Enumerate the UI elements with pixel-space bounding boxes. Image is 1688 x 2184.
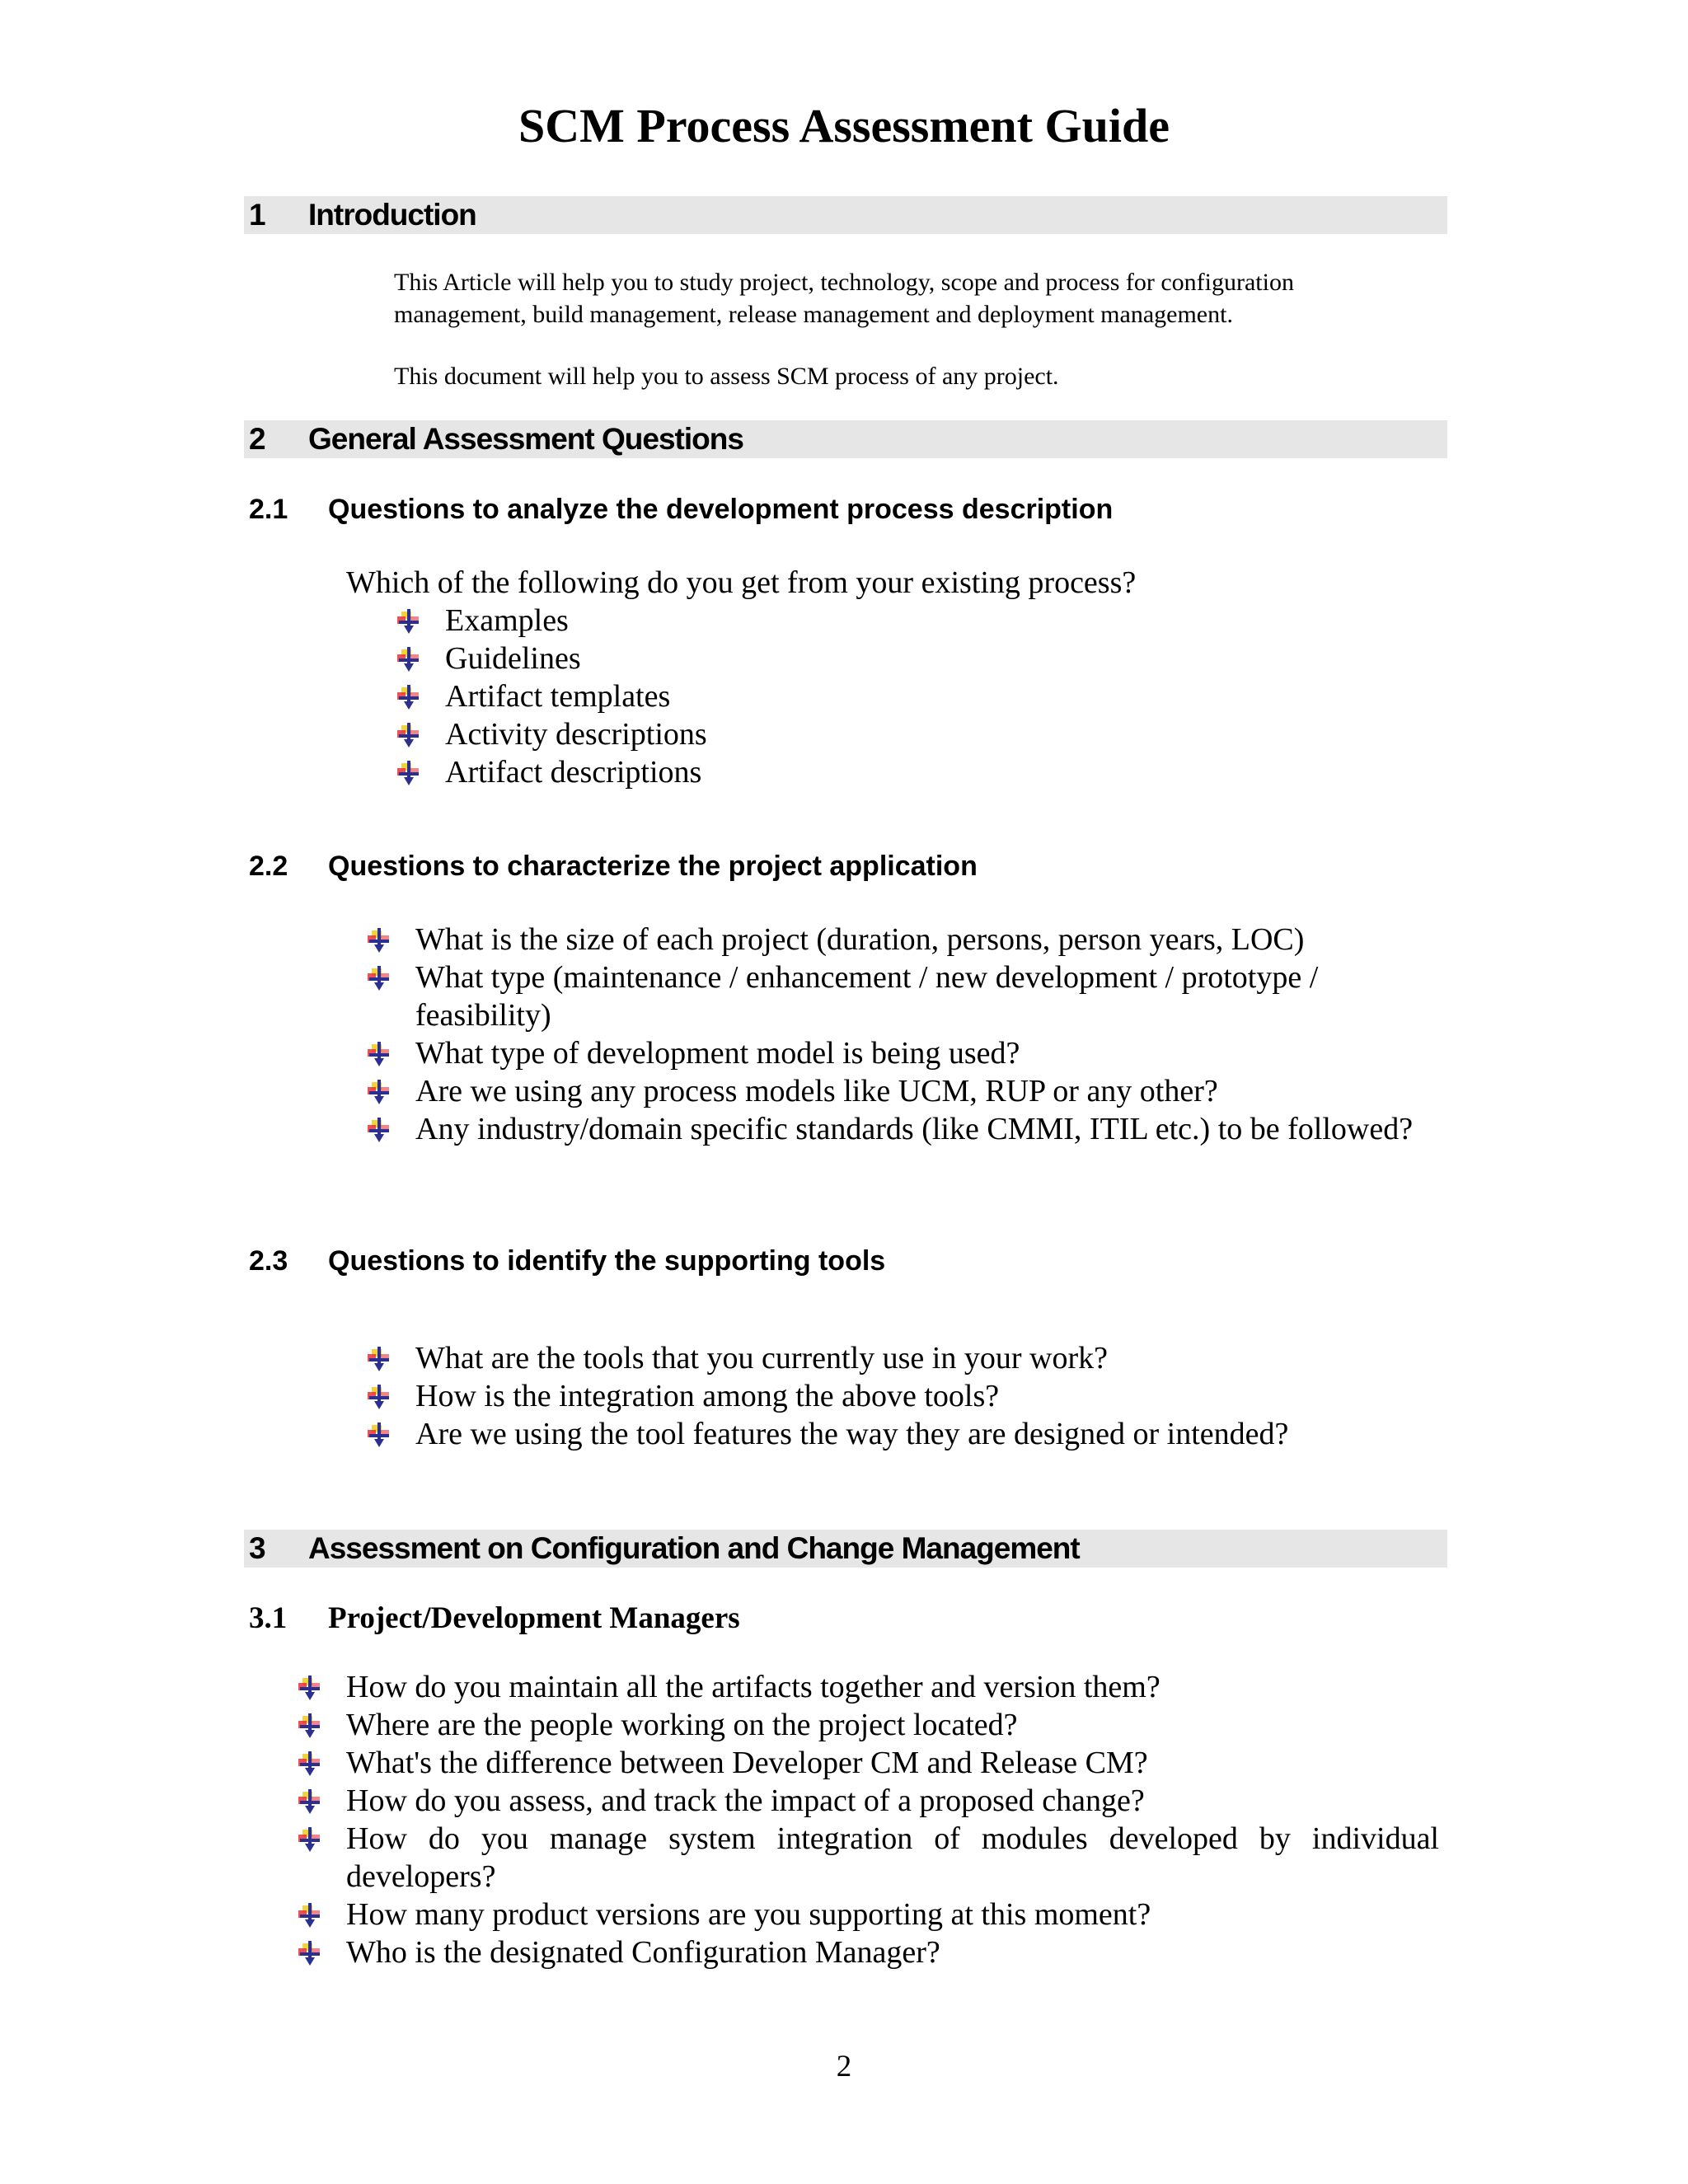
- list-item: How do you manage system integration of modules developed by individual developers?: [297, 1820, 1439, 1896]
- list-item: What type of development model is being used?: [366, 1034, 1429, 1072]
- section-title: General Assessment Questions: [308, 422, 743, 456]
- arrow-down-bullet-icon: [366, 1118, 392, 1142]
- list-item: How is the integration among the above tools?: [366, 1377, 1429, 1415]
- subsection-2-2-number: 2.2: [249, 851, 288, 882]
- arrow-down-bullet-icon: [297, 1903, 323, 1928]
- subsection-2-3-title: Questions to identify the supporting tools: [328, 1245, 886, 1277]
- subsection-2-3-number: 2.3: [249, 1245, 288, 1277]
- process-items-list: [396, 602, 1434, 791]
- arrow-down-bullet-icon: [366, 1385, 392, 1409]
- arrow-down-bullet-icon: [366, 1347, 392, 1371]
- arrow-down-bullet-icon: [297, 1941, 323, 1966]
- tools-questions-list: [366, 1339, 1429, 1453]
- list-item: How do you maintain all the artifacts together and version them?: [297, 1668, 1439, 1706]
- list-item: Guidelines: [396, 640, 1434, 677]
- arrow-down-bullet-icon: [366, 1422, 392, 1447]
- list-item: Are we using the tool features the way they are designed or intended?: [366, 1415, 1429, 1453]
- list-item: What type (maintenance / enhancement / new development / prototype / feasibility): [366, 958, 1429, 1034]
- section-number: 1: [249, 198, 265, 232]
- list-item: What's the difference between Developer CM and Release CM?: [297, 1744, 1439, 1782]
- document-title: SCM Process Assessment Guide: [518, 99, 1170, 152]
- arrow-down-bullet-icon: [297, 1789, 323, 1814]
- section-2-heading: [244, 420, 1447, 458]
- list-item: Examples: [396, 602, 1434, 640]
- list-item: Any industry/domain specific standards (like CMMI, ITIL etc.) to be followed?: [366, 1110, 1429, 1148]
- arrow-down-bullet-icon: [396, 647, 422, 672]
- page-number: 2: [836, 2050, 852, 2083]
- list-item: How do you assess, and track the impact of a proposed change?: [297, 1782, 1439, 1820]
- list-item: Artifact descriptions: [396, 753, 1434, 791]
- arrow-down-bullet-icon: [396, 761, 422, 785]
- manager-questions-list: [297, 1668, 1439, 1971]
- section-title: Introduction: [308, 198, 476, 232]
- arrow-down-bullet-icon: [366, 966, 392, 991]
- intro-paragraph-1: This Article will help you to study project, technology, scope and process for configuration management, build management, release management and deployment management.: [394, 269, 1294, 328]
- arrow-down-bullet-icon: [366, 1042, 392, 1066]
- section-1-heading: [244, 196, 1447, 234]
- subsection-2-1-title: Questions to analyze the development process description: [328, 494, 1114, 525]
- arrow-down-bullet-icon: [396, 723, 422, 748]
- project-questions-list: [366, 921, 1429, 1148]
- section-title: Assessment on Configuration and Change Management: [308, 1531, 1080, 1565]
- subsection-3-1-title: Project/Development Managers: [328, 1601, 740, 1635]
- section-number: 2: [249, 422, 265, 456]
- arrow-down-bullet-icon: [297, 1675, 323, 1700]
- arrow-down-bullet-icon: [366, 928, 392, 953]
- arrow-down-bullet-icon: [396, 609, 422, 634]
- list-item: What are the tools that you currently use in your work?: [366, 1339, 1429, 1377]
- list-item: Who is the designated Configuration Manager?: [297, 1933, 1439, 1971]
- arrow-down-bullet-icon: [297, 1751, 323, 1776]
- list-item: Artifact templates: [396, 677, 1434, 715]
- section-number: 3: [249, 1531, 265, 1565]
- arrow-down-bullet-icon: [297, 1827, 323, 1852]
- list-item: Activity descriptions: [396, 715, 1434, 753]
- list-item: What is the size of each project (duration, persons, person years, LOC): [366, 921, 1429, 958]
- list-item: Where are the people working on the project located?: [297, 1706, 1439, 1744]
- arrow-down-bullet-icon: [366, 1080, 392, 1104]
- subsection-2-1-number: 2.1: [249, 494, 288, 525]
- intro-paragraph-2: This document will help you to assess SCM process of any project.: [394, 363, 1059, 390]
- process-lead-question: Which of the following do you get from your existing process?: [346, 565, 1137, 600]
- subsection-2-2-title: Questions to characterize the project application: [328, 851, 978, 882]
- list-item: How many product versions are you supporting at this moment?: [297, 1896, 1439, 1933]
- arrow-down-bullet-icon: [297, 1713, 323, 1738]
- list-item: Are we using any process models like UCM, RUP or any other?: [366, 1072, 1429, 1110]
- arrow-down-bullet-icon: [396, 685, 422, 710]
- section-3-heading: [244, 1530, 1447, 1568]
- subsection-3-1-number: 3.1: [249, 1601, 288, 1635]
